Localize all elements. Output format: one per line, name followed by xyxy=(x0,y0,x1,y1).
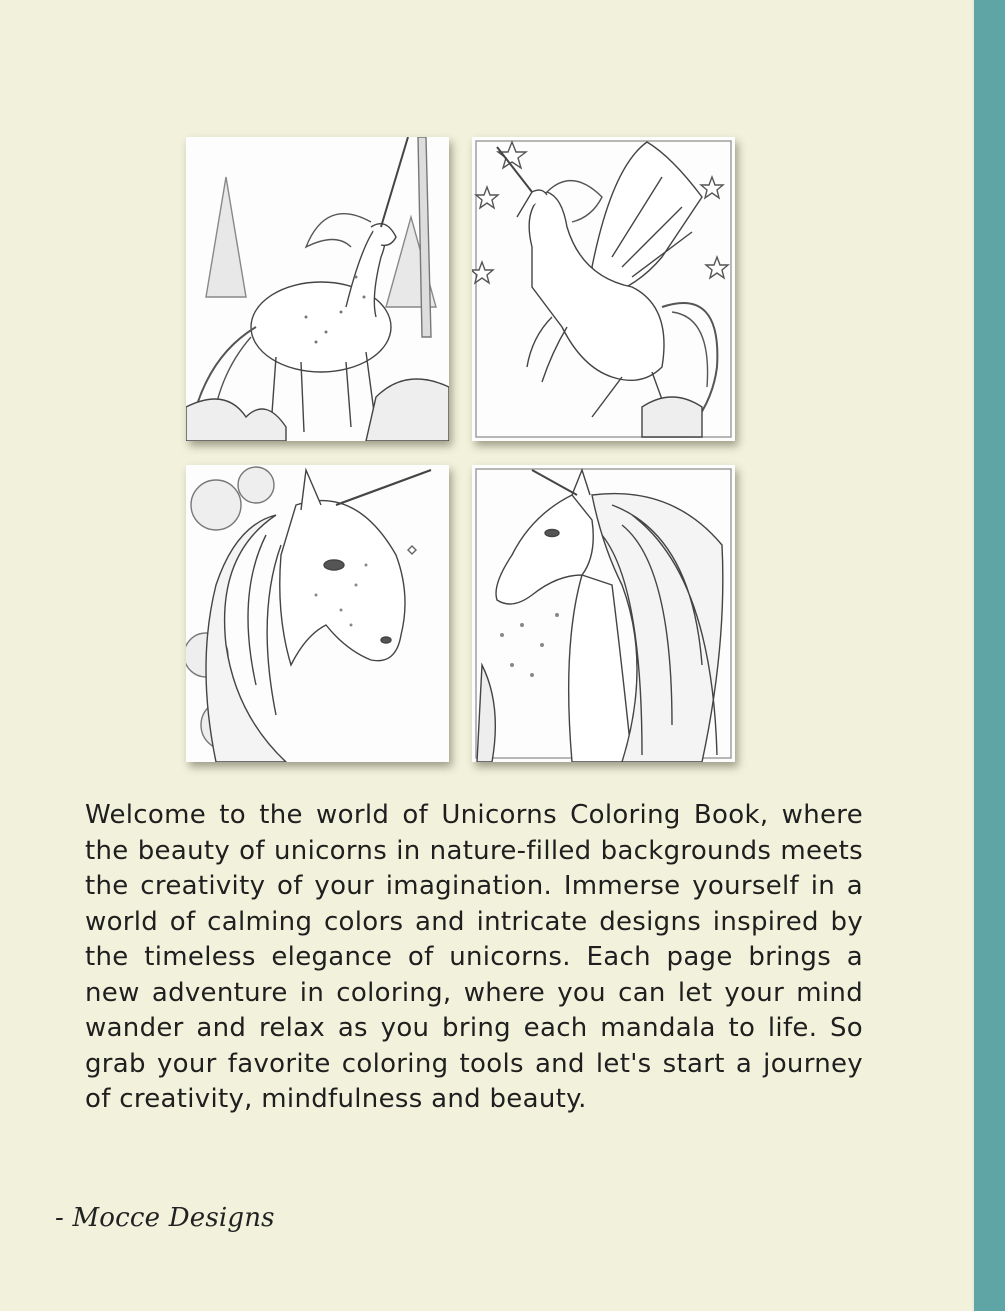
illustration-unicorn-flowing-mane xyxy=(472,465,735,762)
illustration-winged-unicorn-stars xyxy=(472,137,735,441)
signature: - Mocce Designs xyxy=(55,1203,275,1233)
book-spine-stripe xyxy=(974,0,1005,1311)
illustration-unicorn-standing-forest xyxy=(186,137,449,441)
illustration-unicorn-head-flowers xyxy=(186,465,449,762)
description-paragraph: Welcome to the world of Unicorns Coloring Book, where the beauty of unicorns in nature-filled backgrounds meets the creativity of your imagination. Immerse yourself in a world of calming colors and intricate designs inspired by the timeless elegance of unicorns. Each page brings a new adventure in coloring, where you can let your mind wander and relax as you bring each mandala to life. So grab your favorite coloring tools and let's start a journey of creativity, mindfulness and beauty. xyxy=(85,800,863,1114)
